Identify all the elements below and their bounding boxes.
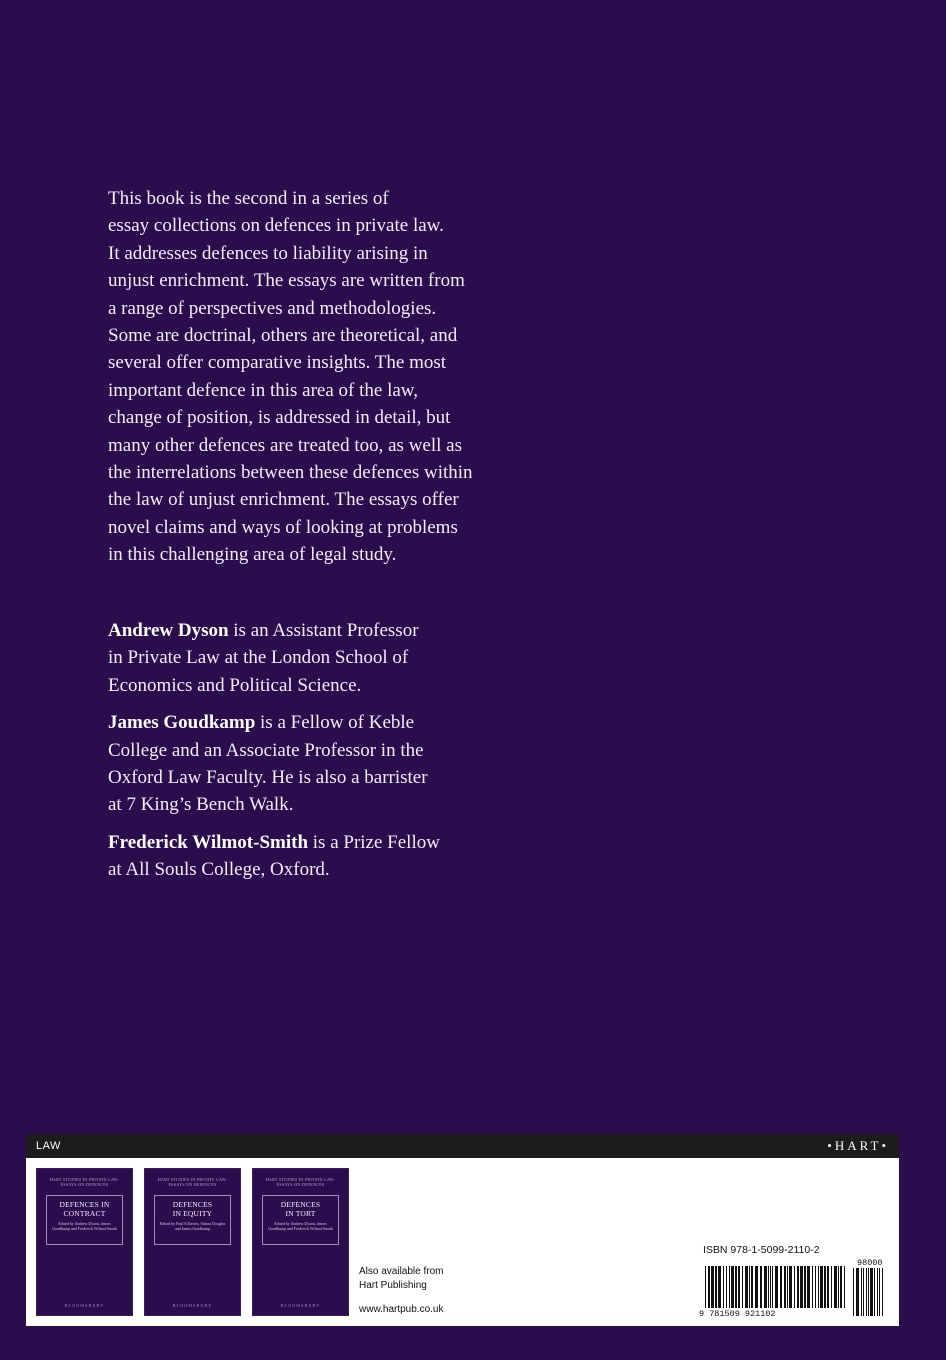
book-title: DEFENCES IN EQUITY: [172, 1200, 213, 1218]
blurb-line: change of position, is addressed in detail, but: [108, 407, 451, 429]
barcode-bar: [755, 1266, 758, 1308]
barcode-bar: [787, 1266, 788, 1308]
barcode-bar: [812, 1266, 813, 1308]
blurb-line: several offer comparative insights. The most: [108, 352, 447, 374]
barcode-graphic: [697, 1258, 887, 1318]
blurb-line: a range of perspectives and methodologies.: [108, 297, 437, 319]
bio-text: is a Fellow of Keble: [255, 712, 415, 734]
bio-name: Andrew Dyson: [108, 620, 229, 641]
barcode-bar: [870, 1268, 873, 1316]
barcode-bar: [760, 1266, 762, 1308]
barcode-addon-digits: 98000: [857, 1258, 883, 1268]
barcode-bar: [882, 1268, 883, 1316]
bio-name: Frederick Wilmot-Smith: [108, 831, 309, 853]
title-box: [262, 1195, 339, 1245]
bio-name: James Goudkamp: [108, 712, 256, 734]
barcode-bar: [831, 1266, 832, 1308]
barcode-bar: [772, 1266, 773, 1308]
also-available: Also available from Hart Publishing: [359, 1266, 444, 1291]
bio-james-goudkamp: [108, 709, 528, 819]
barcode-bar: [797, 1266, 799, 1308]
bio-frederick-wilmot-smith: [108, 829, 528, 884]
bio-text: Economics and Political Science.: [108, 674, 362, 696]
barcode-bar: [718, 1266, 721, 1308]
barcode-bar: [749, 1266, 750, 1308]
publisher-website-link[interactable]: www.hartpub.co.uk: [359, 1304, 444, 1315]
barcode-bar: [715, 1266, 717, 1308]
barcode-bar: [780, 1266, 782, 1308]
book-thumb-equity[interactable]: [144, 1168, 241, 1316]
book-title: DEFENCES IN CONTRACT: [59, 1200, 110, 1218]
barcode-bar: [820, 1266, 823, 1308]
blurb-line: Some are doctrinal, others are theoretical, and: [108, 325, 458, 347]
barcode-bar: [853, 1268, 854, 1316]
bio-text: is an Assistant Professor: [228, 620, 419, 641]
book-thumb-tort[interactable]: [252, 1168, 349, 1316]
barcode-bar: [877, 1268, 878, 1316]
editor-bios: [108, 617, 528, 894]
barcode-bar: [764, 1266, 767, 1308]
barcode-bar: [708, 1266, 710, 1308]
barcode-bar: [738, 1266, 740, 1308]
blurb-line: essay collections on defences in private law.: [108, 215, 444, 237]
footer-panel: [26, 1158, 899, 1326]
barcode-bar: [868, 1268, 869, 1316]
barcode-bar: [729, 1266, 730, 1308]
barcode-bar: [742, 1266, 743, 1308]
blurb-line: the interrelations between these defences within: [108, 462, 473, 484]
blurb-line: important defence in this area of the law,: [108, 379, 419, 401]
barcode-bar: [784, 1266, 786, 1308]
barcode-bar: [804, 1266, 806, 1308]
isbn-label: ISBN 978-1-5099-2110-2: [703, 1244, 820, 1256]
blurb-text: [108, 185, 528, 569]
blurb-line: many other defences are treated too, as well as: [108, 434, 462, 456]
blurb-line: novel claims and ways of looking at problems: [108, 516, 458, 538]
barcode-bar: [731, 1266, 734, 1308]
blurb-line: It addresses defences to liability arising in: [108, 242, 428, 264]
barcode-bar: [775, 1266, 778, 1308]
bio-text: is a Prize Fellow: [308, 831, 440, 853]
book-editors: Edited by Andrew Dyson, James Goudkamp and Frederick Wilmot-Smith: [52, 1221, 117, 1231]
imprint-label: BLOOMSBURY: [172, 1303, 213, 1308]
barcode-bar: [874, 1268, 875, 1316]
barcode-bar: [770, 1266, 771, 1308]
barcode-bar: [856, 1268, 859, 1316]
barcode-bar: [711, 1266, 714, 1308]
barcode-bar: [840, 1266, 842, 1308]
imprint-label: BLOOMSBURY: [280, 1303, 321, 1308]
blurb-line: This book is the second in a series of: [108, 188, 389, 209]
blurb-line: in this challenging area of legal study.: [108, 544, 397, 566]
bio-andrew-dyson: [108, 617, 528, 699]
blurb-line: the law of unjust enrichment. The essays offer: [108, 489, 459, 511]
bio-text: in Private Law at the London School of: [108, 647, 409, 669]
hart-logo: •HART•: [827, 1138, 889, 1153]
barcode-bar: [800, 1266, 803, 1308]
barcode-bar: [735, 1266, 737, 1308]
barcode-bar: [815, 1266, 816, 1308]
imprint-label: BLOOMSBURY: [64, 1303, 105, 1308]
bio-text: at 7 King’s Bench Walk.: [108, 794, 294, 816]
barcode-bar: [824, 1266, 826, 1308]
category-label: LAW: [36, 1140, 61, 1152]
blurb-line: unjust enrichment. The essays are written from: [108, 270, 465, 292]
barcode-bar: [827, 1266, 829, 1308]
series-label: HART STUDIES IN PRIVATE LAW: ESSAYS ON DEFENCES: [49, 1177, 120, 1187]
bio-text: College and an Associate Professor in the: [108, 739, 424, 761]
isbn-barcode: [697, 1258, 887, 1318]
barcode-bar: [866, 1268, 867, 1316]
barcode-bar: [879, 1268, 880, 1316]
title-box: [46, 1195, 123, 1245]
barcode-bar: [768, 1266, 769, 1308]
barcode-bar: [818, 1266, 819, 1308]
barcode-bar: [751, 1266, 753, 1308]
barcode-bar: [726, 1266, 727, 1308]
barcode-bar: [844, 1266, 845, 1308]
book-editors: Edited by Andrew Dyson, James Goudkamp and Frederick Wilmot-Smith: [268, 1221, 333, 1231]
title-box: [154, 1195, 231, 1245]
series-label: HART STUDIES IN PRIVATE LAW: ESSAYS ON DEFENCES: [157, 1177, 228, 1187]
category-bar: [26, 1134, 899, 1158]
barcode-bar: [794, 1266, 795, 1308]
barcode-bar: [834, 1266, 837, 1308]
barcode-bar: [807, 1266, 810, 1308]
barcode-digits: 9 781509 921102: [699, 1309, 776, 1318]
book-thumb-contract[interactable]: [36, 1168, 133, 1316]
bio-text: at All Souls College, Oxford.: [108, 859, 330, 881]
barcode-bar: [705, 1266, 706, 1308]
series-label: HART STUDIES IN PRIVATE LAW: ESSAYS ON DEFENCES: [265, 1177, 336, 1187]
barcode-bar: [723, 1266, 724, 1308]
barcode-bar: [863, 1268, 864, 1316]
book-editors: Edited by Paul S Davies, Simon Douglas and James Goudkamp: [159, 1221, 226, 1231]
barcode-bar: [745, 1266, 748, 1308]
barcode-bar: [789, 1266, 792, 1308]
barcode-bar: [861, 1268, 862, 1316]
bio-text: Oxford Law Faculty. He is also a barrister: [108, 767, 428, 789]
book-title: DEFENCES IN TORT: [280, 1200, 321, 1218]
barcode-bar: [838, 1266, 839, 1308]
